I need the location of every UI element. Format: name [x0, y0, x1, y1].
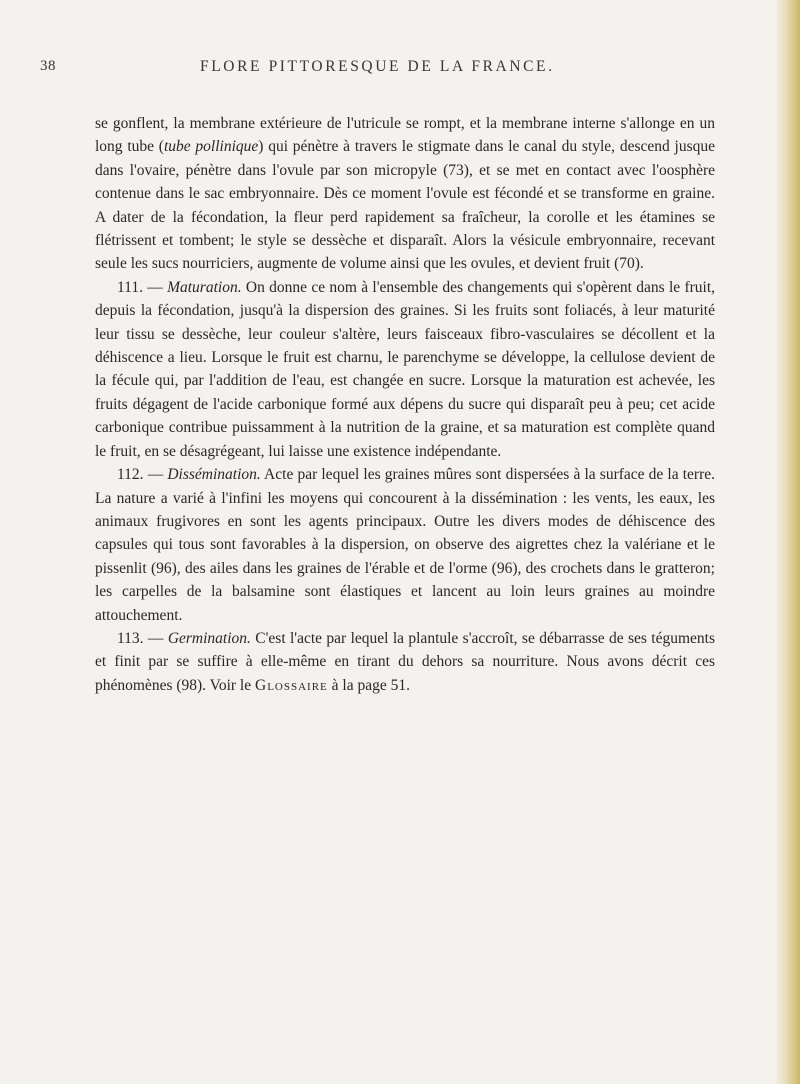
paragraph-maturation	[95, 276, 715, 463]
page-edge	[774, 0, 800, 1084]
paragraph-text: C'est l'acte par lequel la plantule s'accroît, se débarrasse de ses téguments et finit par se suffire à elle-même en tirant du dehors sa nourriture. Nous avons décrit ces phénomènes (98). Voir le	[95, 629, 716, 694]
paragraph-text: à la page 51.	[327, 676, 410, 694]
paragraph-text: On donne ce nom à l'ensemble des changements qui s'opèrent dans le fruit, depuis la fécondation, jusqu'à la dispersion des graines. Si les fruits sont foliacés, à leur maturité leur tissu se dessèche, leur couleur s'altère, leurs faisceaux fibro-vasculaires se décollent et la déhiscence a lieu. Lorsque le fruit est charnu, le parenchyme se développe, la cellulose devient de la fécule qui, par l'addition de l'eau, est changée en sucre. Lorsque la maturation est achevée, les fruits dégagent de l'acide carbonique formé aux dépens du sucre qui disparaît peu à peu; cet acide carbonique contribue puissamment à la nutrition de la graine, et sa maturation est complète quand le fruit, en se désagrégeant, lui laisse une existence indépendante.	[95, 278, 716, 460]
section-term: Germination.	[167, 629, 251, 647]
section-dash: —	[143, 629, 168, 647]
section-number: 113.	[117, 629, 144, 647]
section-dash: —	[143, 466, 168, 484]
paragraph-pollen-tube	[95, 112, 715, 276]
section-number: 112.	[117, 466, 144, 484]
section-term: Maturation.	[167, 278, 242, 296]
glossary-reference: Glossaire	[255, 676, 328, 694]
paragraph-text: se gonflent, la membrane extérieure de l'utricule se rompt, et la membrane interne s'allonge en un long tube (	[95, 115, 715, 156]
body-text	[95, 112, 715, 697]
term-tube-pollinique: tube pollinique	[163, 138, 259, 156]
section-term: Dissémination.	[167, 466, 261, 484]
running-header	[0, 58, 800, 80]
running-title: FLORE PITTORESQUE DE LA FRANCE.	[200, 58, 555, 75]
paragraph-germination	[95, 627, 715, 697]
section-number: 111.	[117, 278, 143, 296]
page-number: 38	[40, 58, 56, 74]
section-dash: —	[142, 278, 168, 296]
paragraph-text: Acte par lequel les graines mûres sont dispersées à la surface de la terre. La nature a varié à l'infini les moyens qui concourent à la dissémination : les vents, les eaux, les animaux frugivores en sont les agents principaux. Outre les divers modes de déhiscence des capsules qui tous sont favorables à la dispersion, on observe des aigrettes chez la valériane et le pissenlit (96), des ailes dans les graines de l'érable et de l'orme (96), des crochets dans le gratteron; les carpelles de la balsamine sont élastiques et lancent au loin leurs graines au moindre attouchement.	[95, 466, 716, 624]
paragraph-text: ) qui pénètre à travers le stigmate dans le canal du style, descend jusque dans l'ovaire, pénètre dans l'ovule par son micropyle (73), et se met en contact avec l'oosphère contenue dans le sac embryonnaire. Dès ce moment l'ovule est fécondé et se transforme en graine. A dater de la fécondation, la fleur perd rapidement sa fraîcheur, la corolle et les étamines se flétrissent et tombent; le style se dessèche et disparaît. Alors la vésicule embryonnaire, recevant seule les sucs nourriciers, augmente de volume ainsi que les ovules, et devient fruit (70).	[95, 138, 715, 273]
paragraph-dissemination	[95, 463, 715, 627]
